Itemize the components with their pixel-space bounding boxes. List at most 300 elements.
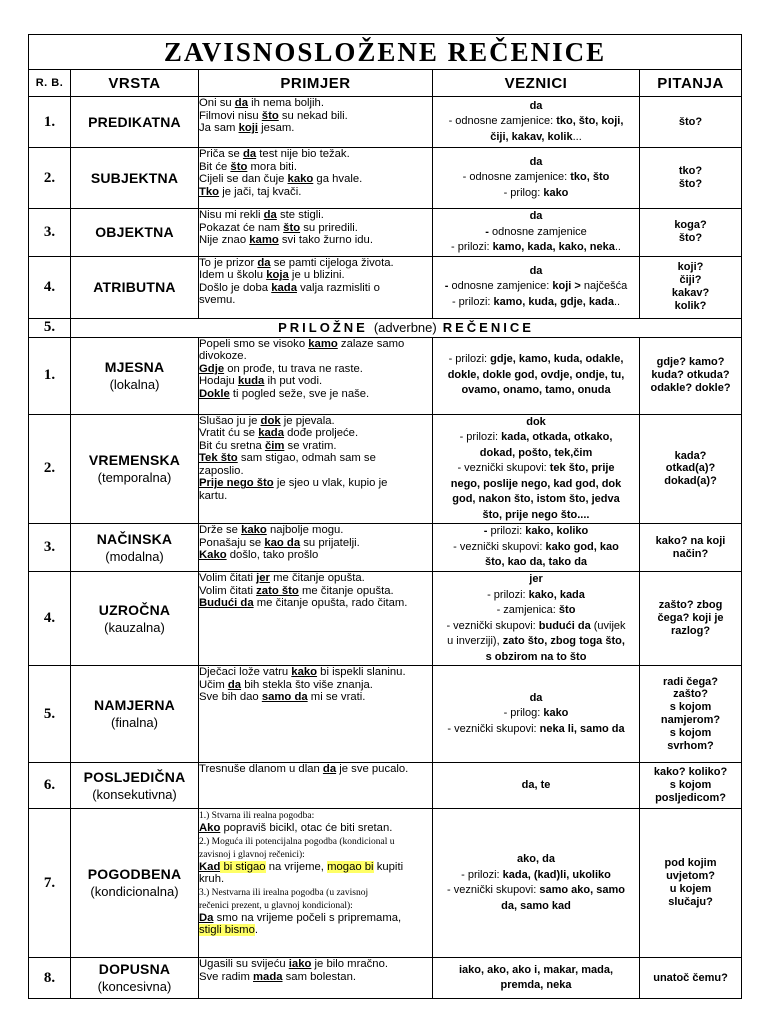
questions-cell (640, 666, 742, 763)
text-line (433, 540, 639, 556)
questions-cell (640, 524, 742, 572)
text-line (433, 383, 639, 399)
questions-cell (640, 337, 742, 414)
questions-cell (640, 572, 742, 666)
text-segment: ga hvale. (313, 173, 363, 186)
text-segment: da (234, 97, 248, 109)
clause-type (71, 337, 199, 414)
text-line (199, 427, 432, 440)
text-segment: - veznički skupovi: (446, 619, 539, 632)
text-line (433, 691, 639, 707)
conjunctions-cell (433, 524, 640, 572)
table-row (29, 958, 742, 999)
text-segment: jesam. (258, 122, 295, 135)
question-line: razlog? (670, 624, 711, 637)
text-line (199, 440, 432, 453)
text-segment: - veznički skupovi: (457, 462, 550, 474)
text-segment: me čitanje opušta. (298, 584, 394, 597)
text-line (199, 269, 432, 282)
text-line (199, 338, 432, 351)
text-line (433, 295, 639, 311)
example-cell (199, 209, 433, 257)
text-segment: Da (199, 911, 214, 924)
text-line (433, 588, 639, 604)
table-row (29, 337, 742, 414)
clause-type-latin: (kondicionalna) (90, 884, 179, 899)
example-cell (199, 148, 433, 209)
text-line (199, 572, 432, 585)
conjunctions-cell (433, 256, 640, 318)
text-segment: kamo, kuda, gdje, kada (493, 295, 614, 308)
table-row (29, 572, 742, 666)
table-row (29, 809, 742, 958)
adverbial-section-title (71, 318, 742, 337)
question-line: zašto? (673, 688, 708, 701)
table-row (29, 209, 742, 257)
text-segment: mogao bi (327, 860, 374, 873)
header-primjer: PRIMJER (199, 70, 433, 97)
row-number: 2. (29, 148, 71, 209)
question-line: tko? (678, 165, 703, 178)
text-segment: koji (238, 122, 259, 135)
question-line: koga? (674, 219, 707, 232)
example-cell (199, 958, 433, 999)
text-line (433, 352, 639, 368)
text-segment: svemu. (199, 294, 236, 307)
text-segment: dokle, dokle god, ovdje, ondje, tu, (447, 368, 625, 381)
text-segment: da (529, 99, 543, 112)
conjunctions-cell (433, 763, 640, 809)
text-segment: da (529, 264, 543, 277)
text-segment: iako, ako, ako i, makar, mada, (458, 963, 614, 976)
text-line (199, 363, 432, 376)
conjunctions-cell (433, 97, 640, 148)
text-segment: nego, poslije nego, kad god, dok (450, 477, 622, 490)
text-segment: - veznički skupovi: (453, 540, 546, 553)
text-segment: jer (256, 572, 270, 584)
text-segment: - prilozi: (451, 295, 494, 308)
table-row (29, 763, 742, 809)
text-segment: ti pogled seže, sve je naše. (229, 387, 370, 400)
clause-type-name: NAMJERNA (94, 697, 175, 713)
questions-cell (640, 958, 742, 999)
text-segment: 3.) Nestvarna ili irealna pogodba (u zavisnoj (199, 887, 369, 898)
example-cell (199, 524, 433, 572)
text-line (433, 368, 639, 384)
text-segment: najčešća (583, 280, 628, 293)
table-row (29, 97, 742, 148)
question-line: kuda? otkuda? (651, 369, 730, 382)
header-pitanja: PITANJA (640, 70, 742, 97)
header-row (29, 70, 742, 97)
row-number: 8. (29, 958, 71, 999)
example-cell (199, 256, 433, 318)
question-line: u kojem (669, 883, 712, 895)
text-line (199, 186, 432, 199)
question-line: koji? (677, 261, 704, 274)
question-line: zašto? zbog (658, 599, 723, 612)
text-segment: kamo (249, 234, 279, 247)
question-line: kada? (674, 449, 707, 462)
text-line (433, 722, 639, 738)
page-title: ZAVISNOSLOŽENE REČENICE (29, 35, 742, 70)
text-segment: što (283, 221, 301, 234)
text-line (199, 679, 432, 692)
text-segment: Volim čitati (199, 572, 257, 584)
text-segment: došlo, tako prošlo (226, 549, 319, 562)
text-segment: sam stigao, odmah sam se (237, 452, 376, 465)
text-line (433, 415, 639, 431)
text-segment: kartu. (199, 490, 228, 503)
row-number: 5. (29, 666, 71, 763)
question-line: gdje? kamo? (656, 356, 725, 369)
text-segment: - prilog: (503, 707, 544, 720)
example-cell (199, 97, 433, 148)
text-line (433, 186, 639, 202)
question-line: kakav? (671, 287, 710, 299)
text-line (433, 225, 639, 241)
text-line (433, 706, 639, 722)
conjunctions-cell (433, 148, 640, 209)
text-segment: .. (613, 295, 621, 308)
text-line (199, 161, 432, 174)
text-segment: - prilog: (503, 186, 544, 199)
text-segment: Prije nego što (199, 477, 274, 490)
text-segment: on prođe, tu trava ne raste. (224, 362, 363, 375)
text-line (199, 958, 432, 971)
clause-type-latin: (finalna) (111, 715, 158, 730)
text-segment: god, nakon što, istom što, jedva (452, 493, 620, 505)
text-segment: odnosne zamjenice: (451, 280, 553, 293)
text-segment: Došlo je doba (199, 281, 272, 294)
row-number: 1. (29, 97, 71, 148)
question-line: što? (678, 232, 703, 245)
text-line (433, 572, 639, 588)
conjunctions-cell (433, 414, 640, 524)
text-line (433, 524, 639, 540)
text-segment: - odnosne zamjenice: (462, 171, 571, 184)
questions-cell (640, 148, 742, 209)
text-segment: Ponašaju se (199, 536, 265, 549)
text-line (199, 971, 432, 984)
text-segment: u inverziji), (447, 635, 503, 647)
text-segment: Nije znao (199, 234, 250, 247)
clause-type (71, 958, 199, 999)
text-line (433, 209, 639, 225)
text-segment: Kad (199, 860, 221, 873)
text-segment: - (444, 280, 452, 293)
clause-type-name: POGODBENA (87, 866, 182, 882)
text-line (433, 155, 639, 171)
text-segment: Vratit ću se (199, 427, 259, 440)
text-segment: da (257, 256, 271, 269)
text-segment: - prilozi: (487, 588, 529, 601)
text-segment: Ugasili su svijeću (199, 958, 289, 970)
section-word: PRILOŽNE (278, 320, 368, 335)
text-segment: je sve pucalo. (336, 763, 409, 775)
text-segment: što (230, 160, 248, 173)
text-segment: ste stigli. (276, 209, 324, 221)
question-line: kako? koliko? (653, 766, 728, 779)
text-segment: popraviš bicikl, otac će biti sretan. (220, 822, 393, 834)
text-segment: premda, neka (500, 979, 572, 991)
text-segment: su prijatelji. (300, 536, 360, 549)
text-segment: Popeli smo se visoko (199, 337, 309, 350)
text-segment: dođe proljeće. (283, 427, 359, 440)
clause-type-name: SUBJEKTNA (90, 169, 179, 186)
text-segment: mada (253, 970, 283, 983)
text-segment: - odnosne zamjenice: (448, 115, 557, 128)
text-line (433, 279, 639, 295)
conjunctions-cell (433, 209, 640, 257)
question-line: uvjetom? (666, 870, 715, 883)
text-line (199, 861, 432, 874)
text-segment: kako (543, 186, 569, 199)
row-number: 5. (29, 318, 71, 337)
question-line: svrhom? (667, 739, 714, 752)
text-line (199, 234, 432, 247)
text-segment: me čitanje opušta. (269, 572, 365, 584)
text-segment: Sve radim (199, 970, 253, 983)
text-line (433, 619, 639, 635)
clause-type (71, 148, 199, 209)
text-segment: Volim čitati (199, 584, 257, 597)
clause-type (71, 209, 199, 257)
text-segment: Hodaju (199, 375, 238, 388)
text-line (433, 555, 639, 571)
text-segment: Ja sam (199, 122, 239, 135)
question-line: posljedicom? (655, 791, 726, 804)
text-segment: gdje, kamo, kuda, odakle, (490, 353, 624, 366)
text-segment: - prilozi: (451, 241, 493, 253)
row-number: 4. (29, 572, 71, 666)
text-segment: se vratim. (284, 439, 337, 452)
text-line (433, 852, 639, 868)
question-line: s kojom (669, 779, 712, 792)
text-segment: To je prizor (199, 256, 258, 269)
text-segment: kako god, kao (545, 540, 619, 553)
text-segment: Idem u školu (199, 269, 267, 282)
clause-type-name: DOPUSNA (98, 961, 171, 977)
text-line (433, 963, 639, 979)
text-line (199, 222, 432, 235)
text-line (199, 886, 432, 899)
clause-type-name: NAČINSKA (96, 530, 173, 547)
text-segment: je bilo mračno. (311, 958, 388, 970)
text-line (199, 173, 432, 186)
row-number: 7. (29, 809, 71, 958)
text-line (199, 549, 432, 562)
text-segment: je sjeo u vlak, kupio je (273, 477, 388, 490)
question-line: način? (672, 547, 709, 560)
clause-type (71, 666, 199, 763)
text-segment: da (322, 763, 337, 775)
text-segment: . (254, 924, 259, 937)
text-line (433, 603, 639, 619)
text-segment: Cijeli se dan čuje (199, 173, 288, 186)
text-segment: Dječaci lože vatru (199, 666, 292, 678)
clause-type-name: PREDIKATNA (88, 113, 181, 130)
section-word: REČENICE (442, 320, 534, 335)
text-segment: Bit ću sretna (199, 439, 265, 452)
question-line: otkad(a)? (665, 462, 716, 475)
text-line (199, 912, 432, 925)
text-segment: Tek što (199, 452, 238, 465)
clause-type (71, 572, 199, 666)
text-segment: zavisnoj i glavnoj rečenici): (199, 849, 305, 860)
text-segment: ako, da (517, 853, 555, 865)
text-segment: .. (614, 241, 621, 253)
header-rb: R. B. (29, 70, 71, 97)
text-segment: da, te (521, 778, 551, 791)
text-segment: što (558, 604, 576, 616)
text-segment: Budući da (199, 597, 254, 610)
text-line (199, 122, 432, 135)
text-line (199, 666, 432, 679)
questions-cell (640, 209, 742, 257)
text-segment: - prilozi: (448, 353, 491, 366)
text-segment: zato što (256, 584, 299, 597)
text-line (199, 209, 432, 222)
conjunctions-cell (433, 572, 640, 666)
text-segment: jer (529, 573, 543, 585)
table-row (29, 666, 742, 763)
example-cell (199, 666, 433, 763)
text-line (199, 848, 432, 861)
text-segment: je pjevala. (280, 414, 335, 427)
text-line (199, 822, 432, 835)
text-segment: - (483, 525, 491, 538)
text-segment: prilozi: (490, 525, 526, 538)
text-segment: dok (526, 415, 546, 428)
text-segment: zalaze samo (337, 337, 405, 350)
section-paren: (adverbne) (373, 320, 437, 335)
text-segment: mora biti. (247, 160, 297, 173)
table-row (29, 256, 742, 318)
text-segment: čim (264, 439, 285, 452)
text-segment: da (529, 155, 543, 168)
text-line (433, 430, 639, 446)
text-segment: - veznički skupovi: (447, 722, 540, 735)
text-segment: odnosne zamjenice (491, 225, 587, 238)
text-segment: Priča se (199, 148, 243, 160)
text-segment: čiji, kakav, kolik (490, 130, 573, 143)
clause-type-latin: (koncesivna) (97, 979, 172, 994)
text-segment: kada, (kad)li, ukoliko (502, 868, 611, 881)
questions-cell (640, 97, 742, 148)
text-segment: mi se vrati. (307, 691, 366, 704)
example-cell (199, 337, 433, 414)
text-segment: kako, kada (528, 588, 585, 601)
header-veznici: VEZNICI (433, 70, 640, 97)
text-line (199, 294, 432, 307)
table-row (29, 414, 742, 524)
text-segment: - prilozi: (461, 868, 503, 881)
text-segment: Pokazat će nam (199, 221, 284, 234)
text-segment: najbolje mogu. (266, 524, 344, 536)
text-segment: Oni su (199, 97, 235, 109)
text-segment: da (227, 678, 242, 691)
example-cell (199, 763, 433, 809)
text-segment: da (529, 691, 543, 704)
conjunctions-cell (433, 958, 640, 999)
text-segment: Gdje (199, 362, 225, 375)
row-number: 3. (29, 524, 71, 572)
question-line: unatoč čemu? (653, 971, 728, 984)
text-segment: što (261, 109, 279, 122)
question-line: dokad(a)? (664, 475, 717, 488)
text-segment: samo da (261, 691, 308, 704)
text-segment: 1.) Stvarna ili realna pogodba: (199, 811, 315, 821)
text-segment: tek što, prije (549, 462, 615, 474)
text-segment: da, samo kad (501, 899, 571, 912)
question-line: slučaju? (668, 895, 713, 908)
text-segment: zato što, zbog toga što, (502, 635, 625, 647)
text-segment: smo na vrijeme počeli s pripremama, (213, 911, 402, 924)
question-line: odakle? dokle? (650, 381, 731, 394)
text-line (433, 634, 639, 650)
text-segment: na vrijeme, (265, 860, 328, 873)
clauses-table (28, 34, 742, 999)
text-segment: kako (241, 524, 267, 536)
clause-type (71, 809, 199, 958)
clause-type-name: ATRIBUTNA (93, 278, 176, 295)
document-sheet (28, 34, 741, 999)
text-segment: s obzirom na to što (485, 650, 587, 663)
text-segment: - veznički skupovi: (447, 884, 540, 896)
conjunctions-cell (433, 337, 640, 414)
text-segment: (uvijek (590, 619, 626, 632)
text-line (199, 110, 432, 123)
text-segment: me čitanje opušta, rado čitam. (253, 597, 408, 610)
text-segment: bih stekla što više znanja. (241, 678, 373, 691)
text-segment: kupiti (373, 860, 404, 873)
clause-type-latin: (temporalna) (97, 469, 172, 485)
text-segment: kao da (264, 536, 301, 549)
text-segment: svi tako žurno idu. (278, 234, 373, 247)
text-segment: se pamti cijeloga života. (270, 256, 394, 269)
text-segment: kada (271, 281, 297, 294)
text-segment: ovamo, onamo, tamo, onuda (461, 384, 611, 397)
text-segment: su nekad bili. (278, 109, 348, 122)
example-cell (199, 809, 433, 958)
text-segment: iako (288, 958, 312, 970)
row-number: 4. (29, 256, 71, 318)
text-segment: Tko (199, 185, 220, 198)
text-segment: je jači, taj kvači. (219, 185, 302, 198)
example-cell (199, 572, 433, 666)
text-line (199, 465, 432, 478)
text-line (199, 257, 432, 270)
text-line (433, 264, 639, 280)
text-line (433, 240, 639, 256)
row-number: 2. (29, 414, 71, 524)
text-segment: - prilozi: (459, 431, 502, 443)
text-segment: ih nema boljih. (247, 97, 324, 109)
text-segment: 2.) Moguća ili potencijalna pogodba (kondicional u (199, 836, 395, 847)
text-segment: su priredili. (300, 221, 358, 234)
text-line (433, 650, 639, 666)
table-row (29, 148, 742, 209)
text-segment: tko, što (570, 171, 610, 184)
text-segment: zaposlio. (199, 464, 244, 477)
row-number: 6. (29, 763, 71, 809)
clause-type-name: UZROČNA (98, 601, 171, 618)
text-line (199, 835, 432, 848)
text-line (433, 99, 639, 115)
text-line (199, 415, 432, 428)
conjunctions-cell (433, 809, 640, 958)
